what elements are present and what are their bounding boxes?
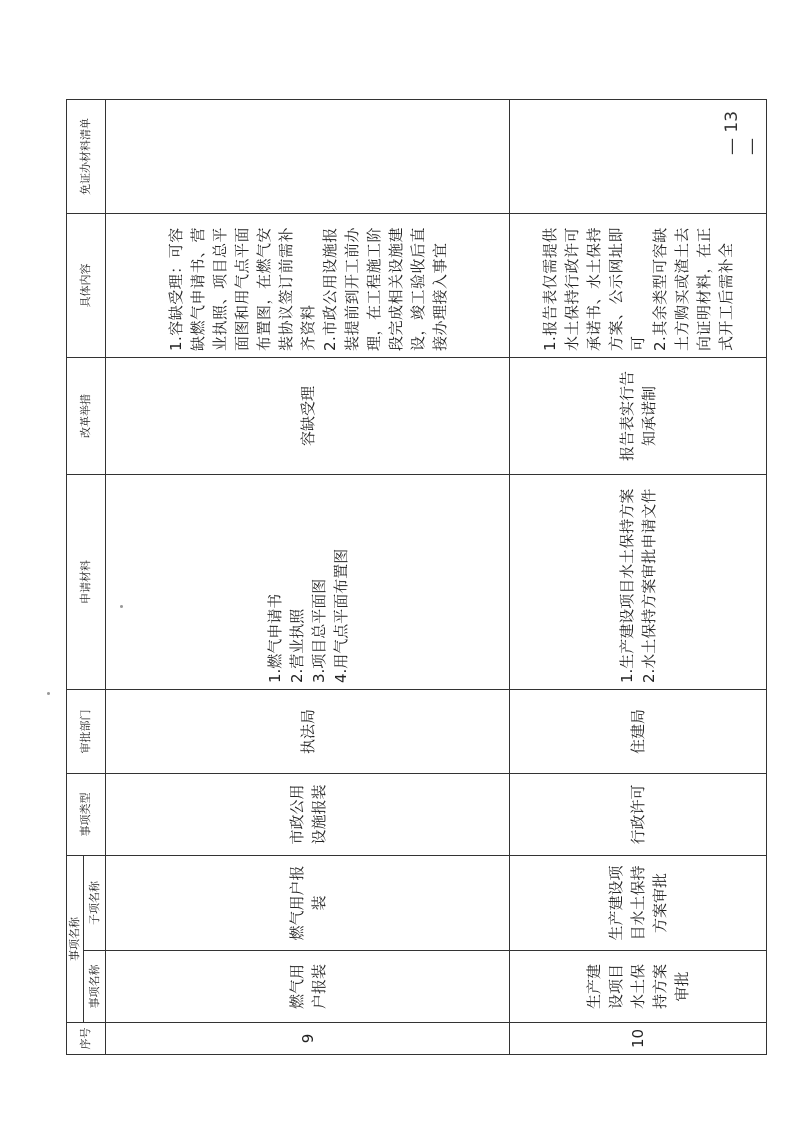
header-reform: 改革举措 [67,358,106,475]
rotated-table-wrapper [66,100,766,1055]
scan-speck [120,605,123,608]
row-content [106,214,510,358]
header-materials: 申请材料 [67,475,106,690]
scan-speck [47,692,50,695]
header-exempt: 免证办材料清单 [67,100,106,214]
table-row [510,100,767,1055]
row-reform: 报告表实行告知承诺制 [510,358,767,475]
row-seq: 10 [510,1023,767,1055]
row-reform: 容缺受理 [106,358,510,475]
row-sub-item-name: 生产建设项目水土保持方案审批 [510,856,767,951]
row-item-name: 生产建设项目水土保持方案审批 [510,951,767,1023]
header-dept: 审批部门 [67,690,106,774]
row-materials [510,475,767,690]
table-row [106,100,510,1055]
page-number: — 13 — [722,110,762,155]
row-item-name: 燃气用户报装 [106,951,510,1023]
approval-items-table [66,99,767,1055]
row-dept: 执法局 [106,690,510,774]
material-item: 4.用气点平面布置图 [331,548,350,683]
header-item-type: 事项类型 [67,774,106,856]
content-text: 1.容缺受理：可容缺燃气申请书、营业执照、项目总平面图和用气点平面布置图，在燃气安装协议签订前需补齐资料 2.市政公用设施报装提前到开工前办理，在工程施工阶段完成相关设施建设，竣工验收后直接办理接入事宜 [166,226,449,351]
material-item: 1.生产建设项目水土保持方案 [618,488,636,683]
header-item-name: 事项名称 [84,951,106,1023]
material-item: 2.营业执照 [287,608,306,683]
row-dept: 住建局 [510,690,767,774]
header-row-1 [67,100,84,1055]
header-item-name-group: 事项名称 [67,856,84,1023]
header-content: 具体内容 [67,214,106,358]
row-seq: 9 [106,1023,510,1055]
row-materials [106,475,510,690]
row-sub-item-name: 燃气用户报装 [106,856,510,951]
material-item: 2.水土保持方案审批申请文件 [640,488,658,683]
material-item: 1.燃气申请书 [265,593,284,683]
header-seq: 序号 [67,1023,106,1055]
header-sub-item-name: 子项名称 [84,856,106,951]
row-exempt [106,100,510,214]
row-item-type: 行政许可 [510,774,767,856]
content-text: 1.报告表仅需提供水土保持行政许可承诺书、水土保持方案、公示网址即可 2.其余类型可容缺土方购买或渣土去向证明材料，在正式开工后需补全 [541,226,735,351]
row-item-type: 市政公用设施报装 [106,774,510,856]
material-item: 3.项目总平面图 [309,578,328,683]
row-content [510,214,767,358]
